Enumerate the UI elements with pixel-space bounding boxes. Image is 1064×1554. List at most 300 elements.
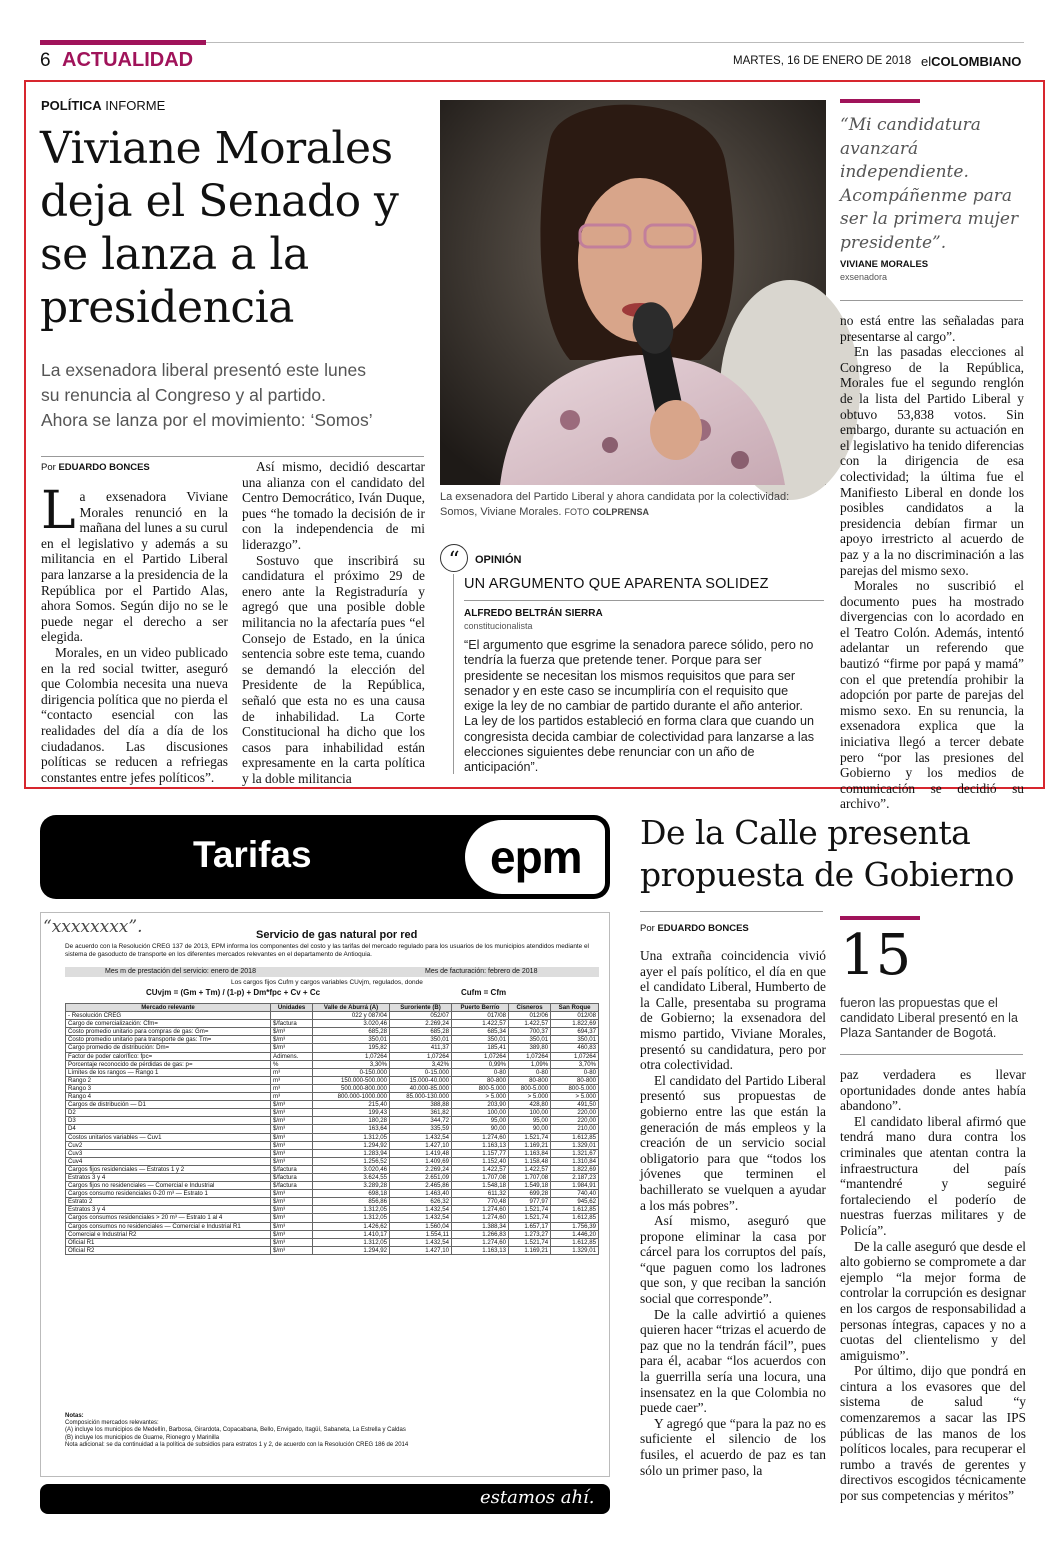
table-cell: 0-15.000 [390, 1068, 452, 1076]
table-cell: 2.465,86 [390, 1182, 452, 1190]
note-line: (A) incluye los municipios de Medellín, Barbosa, Girardota, Copacabana, Bello, Envigado, Itagüí, Sabaneta, La Estrella y Caldas [65, 1427, 406, 1434]
table-cell: 491,50 [551, 1101, 599, 1109]
table-row [66, 1028, 599, 1036]
quote-line: “Mi candidatura [840, 115, 981, 135]
table-cell: $/m³ [271, 1141, 313, 1149]
table-cell: Cuv2 [66, 1141, 271, 1149]
table-cell: $/m³ [271, 1190, 313, 1198]
byline-2 [640, 923, 749, 934]
table-cell: % [271, 1060, 313, 1068]
table-cell: 80-800 [451, 1076, 508, 1084]
table-cell: 1.707,08 [509, 1173, 551, 1181]
table-cell: m³ [271, 1084, 313, 1092]
table-cell: $/factura [271, 1173, 313, 1181]
article-column-1 [41, 481, 228, 785]
byline-prefix: Por [41, 462, 56, 473]
table-cell: 1.388,34 [451, 1222, 508, 1230]
table-cell: 40.000-85.000 [390, 1084, 452, 1092]
table-cell: 1.463,40 [390, 1190, 452, 1198]
paragraph: En las pasadas elecciones al Congreso de la República, Morales fue el segundo renglón de la lista del Partido Liberal y obtuvo 53,838 votos. Sin embargo, durante su actuación en el legislativo ha tenido diferencias con la dirigencia de esa colectividad; la última fue el Manifiesto Liberal en donde los posibles candidatos a la presidencia debían firmar un apoyo irrestricto al acuerdo de paz y a la no discriminación a las parejas del mismo sexo. [840, 344, 1024, 578]
paragraph: Y agregó que “para la paz no es suficiente el silencio de los fusiles, el acuerdo de paz es tan sólo un primer paso, la [640, 1415, 826, 1478]
dropcap: L [41, 481, 76, 541]
note-line: Composición mercados relevantes: [65, 1420, 159, 1427]
billing-month: Mes de facturación: febrero de 2018 [425, 968, 538, 975]
table-cell: $/m³ [271, 1238, 313, 1246]
table-cell: 1.294,92 [313, 1141, 390, 1149]
kicker [41, 98, 165, 113]
table-cell: $/m³ [271, 1044, 313, 1052]
article2-column-2 [840, 1067, 1026, 1525]
photo-viviane-morales [440, 100, 826, 485]
table-cell: 460,83 [551, 1044, 599, 1052]
table-cell: 698,18 [313, 1190, 390, 1198]
table-cell: Oficial R2 [66, 1246, 271, 1254]
table-cell: 1.432,54 [390, 1238, 452, 1246]
table-cell: 2.269,24 [390, 1165, 452, 1173]
table-cell: Rango 4 [66, 1093, 271, 1101]
table-cell: D4 [66, 1125, 271, 1133]
table-cell: $/m³ [271, 1157, 313, 1165]
table-cell: 100,00 [509, 1109, 551, 1117]
table-cell: Adimens. [271, 1052, 313, 1060]
caption-text: La exsenadora del Partido Liberal y ahora candidata por la colectividad: Somos, Viviane Morales. [440, 491, 790, 518]
opinion-box [440, 544, 826, 776]
headline-line: Viviane Morales [40, 123, 393, 174]
table-cell: 220,00 [551, 1117, 599, 1125]
table-cell: 0-150.000 [313, 1068, 390, 1076]
ad-notes [65, 1413, 599, 1449]
deck-line: Ahora se lanza por el movimiento: ‘Somos’ [41, 410, 373, 430]
table-cell: m³ [271, 1093, 313, 1101]
table-cell: 1.426,62 [313, 1222, 390, 1230]
opinion-role: constitucionalista [464, 621, 533, 631]
column-header: Cisneros [509, 1004, 551, 1012]
table-cell: 1.310,84 [551, 1157, 599, 1165]
table-cell: 800-5.000 [551, 1084, 599, 1092]
column-header: Mercado relevante [66, 1004, 271, 1012]
table-cell: Cargos consumo residenciales 0-20 m³ — Estrato 1 [66, 1190, 271, 1198]
table-row [66, 1157, 599, 1165]
table-cell: Cargos consumos residenciales > 20 m³ — Estrato 1 al 4 [66, 1214, 271, 1222]
table-cell: 1.158,48 [509, 1157, 551, 1165]
table-cell: $/factura [271, 1165, 313, 1173]
table-cell: Cargo promedio de distribución: Dm= [66, 1044, 271, 1052]
paragraph: El candidato liberal afirmó que tendrá mano dura contra los criminales que atentan contra la infraestructura del país “mantendré y seguiré fortaleciendo el poderío de nuestras fuerzas militares y de Policía”. [840, 1113, 1026, 1238]
table-cell: $/m³ [271, 1198, 313, 1206]
table-cell: 203,90 [451, 1101, 508, 1109]
table-cell: 1.274,60 [451, 1214, 508, 1222]
table-row [66, 1214, 599, 1222]
table-cell: 1.822,69 [551, 1020, 599, 1028]
ad-intro: De acuerdo con la Resolución CREG 137 de 2013, EPM informa los componentes del costo y las tarifas del mercado regulado para los usuarios de los municipios atendidos mediante el sistema de gasoducto de transporte en los diferentes mercados relevantes en el departamento de Antioquia. [65, 943, 589, 958]
table-cell: 0,99% [451, 1060, 508, 1068]
table-cell: 15.000-40.000 [390, 1076, 452, 1084]
table-cell: 1.422,57 [509, 1165, 551, 1173]
paragraph: Así mismo, decidió descartar una alianza con el candidato del Centro Democrático, Iván Duque, pues “he tomado la decisión de ir con la independencia de mi liderazgo”. [242, 459, 425, 552]
table-cell: 1.612,85 [551, 1206, 599, 1214]
ad-doc-title: Servicio de gas natural por red [256, 929, 418, 941]
table-cell: 1.169,21 [509, 1246, 551, 1254]
table-cell: > 5.000 [509, 1093, 551, 1101]
headline-2 [640, 812, 1014, 896]
table-cell: 1.612,85 [551, 1214, 599, 1222]
table-row [66, 1036, 599, 1044]
table-cell: 1.549,18 [509, 1182, 551, 1190]
paragraph: Así mismo, aseguró que propone eliminar la casa por cárcel para los corruptos del país, “que paguen como los ladrones que son, y que reciban la sanción social que corresponde”. [640, 1213, 826, 1307]
note-line: Nota adicional: se da continuidad a la política de subsidios para estratos 1 y 2, de acuerdo con la Resolución CREG 186 de 2014 [65, 1441, 409, 1448]
table-cell: 770,48 [451, 1198, 508, 1206]
table-cell: Rango 3 [66, 1084, 271, 1092]
deck [41, 358, 373, 433]
table-row [66, 1149, 599, 1157]
table-cell: 2.269,24 [390, 1020, 452, 1028]
ad-formula-right: Cufm = Cfm [461, 988, 507, 997]
table-cell: 1.521,74 [509, 1206, 551, 1214]
header-accent-bar [40, 40, 206, 45]
column-header: Puerto Berrío [451, 1004, 508, 1012]
table-cell: 80-800 [551, 1076, 599, 1084]
table-row [66, 1182, 599, 1190]
epm-logo: epm [490, 831, 582, 883]
table-cell: 0-80 [551, 1068, 599, 1076]
brand-logo [921, 54, 1021, 69]
table-cell: Costos unitarios variables — Cuv1 [66, 1133, 271, 1141]
table-cell: 195,82 [313, 1044, 390, 1052]
table-row [66, 1084, 599, 1092]
table-cell: $/factura [271, 1182, 313, 1190]
table-cell: 85.000-130.000 [390, 1093, 452, 1101]
table-cell: 685,28 [313, 1028, 390, 1036]
deck-line: su renuncia al Congreso y al partido. [41, 385, 327, 405]
table-row [66, 1133, 599, 1141]
table-cell: 1.256,52 [313, 1157, 390, 1165]
table-cell: Cargos fijos residenciales — Estratos 1 y 2 [66, 1165, 271, 1173]
table-cell: 1.312,05 [313, 1214, 390, 1222]
table-cell: 389,80 [509, 1044, 551, 1052]
table-cell: $/m³ [271, 1036, 313, 1044]
table-cell: 1.984,91 [551, 1182, 599, 1190]
table-cell: > 5.000 [451, 1093, 508, 1101]
stat-bottom-rule [840, 1054, 1023, 1055]
deck-line: La exsenadora liberal presentó este lunes [41, 360, 366, 380]
ad-fixed-label: Los cargos fijos Cufm y cargos variables CUvjm, regulados, donde [231, 979, 423, 986]
table-cell: 500.000-800.000 [313, 1084, 390, 1092]
photo-caption [440, 490, 825, 520]
table-cell: 163,64 [313, 1125, 390, 1133]
byline [41, 462, 150, 473]
table-cell: 350,01 [313, 1036, 390, 1044]
table-cell: 1,07264 [390, 1052, 452, 1060]
table-cell: 0-80 [451, 1068, 508, 1076]
table-cell: 800-5.000 [509, 1084, 551, 1092]
table-cell: 1.409,69 [390, 1157, 452, 1165]
paragraph: Morales no suscribió el documento pues ha mostrado divergencias con lo acordado en el Teatro Colón. Además, intentó adelantar un referendo que bautizó “firme por papá y mamá” con el que pretendía prohibir la adopción por parte de parejas del mismo sexo. En su renuncia, la exsenadora explica que la iniciativa llegó a tercer debate pero “por las presiones del Gobierno y los medios de comunicación se decidió su archivo”. [840, 578, 1024, 812]
photo-illustration [440, 100, 826, 485]
table-cell: 1.283,94 [313, 1149, 390, 1157]
table-cell: 945,62 [551, 1198, 599, 1206]
table-cell: 800-5.000 [451, 1084, 508, 1092]
photo-credit: COLPRENSA [592, 507, 649, 517]
paragraph: a exsenadora Viviane Morales renunció en la mañana del lunes a su curul en el legislativo y además a su militancia en el Partido Liberal para lanzarse a la presidencia de la República por el Partido Alas, ahora Somos. Según dijo no se le puede negar el derecho a ser elegida. [41, 489, 228, 645]
rates-table-wrap [65, 1003, 599, 1403]
table-cell: Estratos 3 y 4 [66, 1173, 271, 1181]
byline-2-rule [640, 911, 823, 912]
brand-prefix: el [921, 54, 932, 69]
table-cell: m³ [271, 1068, 313, 1076]
table-cell: $/m³ [271, 1109, 313, 1117]
ad-placeholder: “xxxxxxxx”. [43, 917, 143, 937]
table-cell: Límites de los rangos — Rango 1 [66, 1068, 271, 1076]
table-cell: 1.157,77 [451, 1149, 508, 1157]
table-row [66, 1198, 599, 1206]
table-cell: 1.163,13 [451, 1141, 508, 1149]
table-row [66, 1020, 599, 1028]
table-cell: 3,70% [551, 1060, 599, 1068]
table-cell: 411,37 [390, 1044, 452, 1052]
byline-prefix: Por [640, 923, 655, 934]
quote-line: ser la primera mujer [840, 209, 1019, 229]
ad-formula-left: CUvjm = (Gm + Tm) / (1-p) + Dm*fpc + Cv + Cc [146, 988, 321, 997]
table-cell: 1.419,48 [390, 1149, 452, 1157]
table-cell: 1.521,74 [509, 1238, 551, 1246]
table-cell: 1.163,84 [509, 1149, 551, 1157]
table-cell: 428,80 [509, 1101, 551, 1109]
table-cell: 344,72 [390, 1117, 452, 1125]
table-code-row: - Resolución CREG 022 y 087/04 052/07 017/08 012/06 012/08 [66, 1012, 599, 1020]
article-column-2 [242, 459, 425, 786]
table-cell: $/m³ [271, 1246, 313, 1254]
table-row [66, 1093, 599, 1101]
table-cell: 685,28 [390, 1028, 452, 1036]
table-row [66, 1206, 599, 1214]
table-cell: 1.329,01 [551, 1141, 599, 1149]
opinion-text: “El argumento que esgrime la senadora parece sólido, pero no tendría la fuerza que pretende tener. Porque para ser presidente se necesitan los mismos requisitos que para ser senador y en este caso se incumpliría con el requisito que exige la ley de no cambiar de partido durante el año anterior. La ley de los partidos estableció en forma clara que cuando un congresista decida cambiar de colectividad para lanzarse a las elecciones siguientes debe renunciar con un año de anticipación”. [464, 638, 815, 775]
table-cell: 350,01 [551, 1036, 599, 1044]
table-cell: 700,37 [509, 1028, 551, 1036]
table-row [66, 1165, 599, 1173]
byline-name: EDUARDO BONCES [657, 923, 749, 934]
opinion-title: UN ARGUMENTO QUE APARENTA SOLIDEZ [464, 576, 769, 592]
byline-rule [41, 456, 424, 457]
quote-line: independiente. [840, 162, 969, 182]
table-row [66, 1141, 599, 1149]
table-row [66, 1238, 599, 1246]
code-cell: 022 y 087/04 [313, 1012, 390, 1020]
table-cell: 685,34 [451, 1028, 508, 1036]
table-cell: Oficial R1 [66, 1238, 271, 1246]
photo-credit-prefix: FOTO [564, 507, 590, 517]
table-cell: 1.274,60 [451, 1133, 508, 1141]
table-cell: D3 [66, 1117, 271, 1125]
table-cell: 1.321,67 [551, 1149, 599, 1157]
table-cell: D2 [66, 1109, 271, 1117]
table-cell: $/m³ [271, 1133, 313, 1141]
table-cell: 1.446,20 [551, 1230, 599, 1238]
table-cell: Porcentaje reconocido de pérdidas de gas: p= [66, 1060, 271, 1068]
table-cell: 0-80 [509, 1068, 551, 1076]
table-cell: Cuv3 [66, 1149, 271, 1157]
article2-column-1 [640, 948, 826, 1523]
table-cell: 1,07264 [551, 1052, 599, 1060]
paragraph: De la calle aseguró que desde el alto gobierno se compromete a dar ejemplo “la mejor forma de controlar la corrupción es designar en los cargos de responsabilidad a personas íntegras, capaces y no a cuotas del clientelismo y del amiguismo”. [840, 1238, 1026, 1363]
table-cell: 1.432,54 [390, 1206, 452, 1214]
table-cell: 1.756,39 [551, 1222, 599, 1230]
headline [40, 122, 398, 334]
table-cell: 3.020,46 [313, 1020, 390, 1028]
opinion-quote-icon: “ [440, 544, 468, 572]
table-cell: 180,28 [313, 1117, 390, 1125]
table-cell: 335,59 [390, 1125, 452, 1133]
table-cell: 3,30% [313, 1060, 390, 1068]
table-cell: 95,00 [451, 1117, 508, 1125]
pullquote-rule [840, 99, 920, 103]
table-cell: 1.432,54 [390, 1133, 452, 1141]
table-cell: 350,01 [451, 1036, 508, 1044]
table-cell: 1.548,18 [451, 1182, 508, 1190]
table-row [66, 1222, 599, 1230]
table-cell: Cargos de distribución — D1 [66, 1101, 271, 1109]
table-cell: 1.273,27 [509, 1230, 551, 1238]
table-cell: 1.294,92 [313, 1246, 390, 1254]
table-cell: 1.822,69 [551, 1165, 599, 1173]
opinion-vertical-rule [453, 574, 454, 774]
paragraph: El candidato del Partido Liberal presentó sus propuestas de gobierno entre las que están la generación de más empleos y la creación de un servicio social obligatorio para que “todos los jóvenes que terminen el bachillerato se vuelquen a ayudar a los más pobres”. [640, 1072, 826, 1213]
table-cell: 80-800 [509, 1076, 551, 1084]
quote-rule [840, 300, 1023, 301]
code-cell: 012/08 [551, 1012, 599, 1020]
table-row [66, 1068, 599, 1076]
table-row [66, 1060, 599, 1068]
table-cell: $/m³ [271, 1214, 313, 1222]
table-cell: $/m³ [271, 1149, 313, 1157]
table-cell: m³ [271, 1076, 313, 1084]
table-cell: 856,86 [313, 1198, 390, 1206]
table-row [66, 1117, 599, 1125]
quote-role: exsenadora [840, 272, 888, 282]
table-cell: 2.651,09 [390, 1173, 452, 1181]
section-title: ACTUALIDAD [62, 49, 194, 71]
paragraph: paz verdadera es llevar oportunidades donde antes había abandono”. [840, 1067, 1026, 1114]
code-cell: 012/06 [509, 1012, 551, 1020]
brand-name: COLOMBIANO [931, 54, 1022, 69]
table-cell: 3.289,28 [313, 1182, 390, 1190]
code-cell: 017/08 [451, 1012, 508, 1020]
opinion-author: ALFREDO BELTRÁN SIERRA [464, 608, 603, 619]
service-month: Mes m de prestación del servicio: enero de 2018 [105, 968, 256, 975]
table-cell: 1.152,40 [451, 1157, 508, 1165]
table-cell: > 5.000 [551, 1093, 599, 1101]
table-cell: 3,42% [390, 1060, 452, 1068]
table-cell: 1.560,04 [390, 1222, 452, 1230]
paragraph: Una extraña coincidencia vivió ayer el país político, el día en que el candidato Liberal, Humberto de la Calle, presentaba su programa de Gobierno; la exsenadora del mismo partido, Viviane Morales, presentó su candidatura, pero por otra colectividad. [640, 948, 826, 1073]
table-cell: 220,00 [551, 1109, 599, 1117]
table-row [66, 1190, 599, 1198]
table-cell: Estrato 2 [66, 1198, 271, 1206]
table-cell: $/m³ [271, 1222, 313, 1230]
column-header: Suroriente (B) [390, 1004, 452, 1012]
table-cell: $/m³ [271, 1117, 313, 1125]
stat-text: fueron las propuestas que el candidato Liberal presentó en la Plaza Santander de Bogotá. [840, 996, 1018, 1040]
table-cell: 1.612,85 [551, 1238, 599, 1246]
table-cell: Costo promedio unitario para transporte de gas: Tm= [66, 1036, 271, 1044]
notes-title: Notas: [65, 1413, 84, 1419]
table-row [66, 1101, 599, 1109]
table-cell: Comercial e Industrial R2 [66, 1230, 271, 1238]
table-cell: 350,01 [390, 1036, 452, 1044]
table-cell: 90,00 [451, 1125, 508, 1133]
table-cell: 699,28 [509, 1190, 551, 1198]
table-cell: 100,00 [451, 1109, 508, 1117]
table-cell: 150.000-500.000 [313, 1076, 390, 1084]
table-cell: 1.612,85 [551, 1133, 599, 1141]
opinion-rule [464, 600, 824, 601]
table-cell: 1.312,05 [313, 1206, 390, 1214]
table-row [66, 1246, 599, 1254]
page-number: 6 [40, 50, 51, 71]
column-header: San Roque [551, 1004, 599, 1012]
table-cell: 1.312,05 [313, 1133, 390, 1141]
pullquote [840, 114, 1030, 255]
table-cell: Estratos 3 y 4 [66, 1206, 271, 1214]
table-cell: 2.187,23 [551, 1173, 599, 1181]
table-cell: 1.427,10 [390, 1246, 452, 1254]
table-cell: 626,32 [390, 1198, 452, 1206]
table-cell: 1.422,57 [509, 1020, 551, 1028]
table-cell: $/m³ [271, 1206, 313, 1214]
paragraph: De la calle advirtió a quienes quieren hacer “trizas el acuerdo de paz que no la tendrán fácil”, pues para él, acabar “los acuerdos con la guerrilla sería una locura, una insensatez en la que Colombia no puede caer”. [640, 1306, 826, 1416]
table-cell: 1.422,57 [451, 1020, 508, 1028]
table-cell: 740,40 [551, 1190, 599, 1198]
header-rule [206, 42, 1024, 43]
table-header-row [66, 1004, 599, 1012]
table-cell: 1.554,11 [390, 1230, 452, 1238]
ad-document [40, 912, 610, 1477]
stat-rule [840, 916, 920, 920]
paragraph: no está entre las señaladas para presentarse al cargo”. [840, 313, 1024, 344]
table-cell: Cargo de comercialización: Cfm= [66, 1020, 271, 1028]
table-cell: 3.624,55 [313, 1173, 390, 1181]
table-cell: 1.266,83 [451, 1230, 508, 1238]
table-cell: $/m³ [271, 1028, 313, 1036]
table-cell: 1.274,60 [451, 1238, 508, 1246]
table-cell: 215,40 [313, 1101, 390, 1109]
table-cell: 1.163,13 [451, 1246, 508, 1254]
table-cell: Costo promedio unitario para compras de gas: Gm= [66, 1028, 271, 1036]
table-cell: Rango 2 [66, 1076, 271, 1084]
table-cell: 1.274,60 [451, 1206, 508, 1214]
ad-slogan: estamos ahí. [480, 1487, 595, 1508]
table-cell: 199,43 [313, 1109, 390, 1117]
paragraph: Por último, dijo que pondrá en cintura a los evasores que del sistema de salud “y comenzaremos a sacar las IPS públicas de las manos de los políticos locales, para recuperar el rumbo a través de gerentes y directivos escogidos técnicamente por sus competencias y méritos” [840, 1363, 1026, 1504]
paragraph: Sostuvo que inscribirá su candidatura el próximo 29 de enero ante la Registraduría y agregó que una posible doble militancia no la afectaría pues “el Consejo de Estado, en la única sentencia sobre este tema, cuando se demandó la elección del Presidente de la República, señaló que esta no es una causa de inhabilidad. La Corte Constitucional ha dicho que los casos para inhabilidad están expresamente en la carta política y la doble militancia [242, 552, 425, 786]
table-cell: 1.707,08 [451, 1173, 508, 1181]
table-row [66, 1173, 599, 1181]
table-row [66, 1125, 599, 1133]
table-cell: 694,37 [551, 1028, 599, 1036]
issue-date: MARTES, 16 DE ENERO DE 2018 [733, 55, 912, 67]
table-cell: 800.000-1000.000 [313, 1093, 390, 1101]
table-cell: 185,41 [451, 1044, 508, 1052]
quote-line: Acompáñenme para [840, 185, 1012, 206]
table-cell: Cargos fijos no residenciales — Comercial e Industrial [66, 1182, 271, 1190]
table-cell: 90,00 [509, 1125, 551, 1133]
table-cell: 1.169,21 [509, 1141, 551, 1149]
table-cell: 95,00 [509, 1117, 551, 1125]
quote-line: avanzará [840, 138, 919, 159]
opinion-label: OPINIÓN [475, 554, 522, 566]
stat-number: 15 [840, 923, 912, 988]
rates-table [65, 1003, 599, 1255]
